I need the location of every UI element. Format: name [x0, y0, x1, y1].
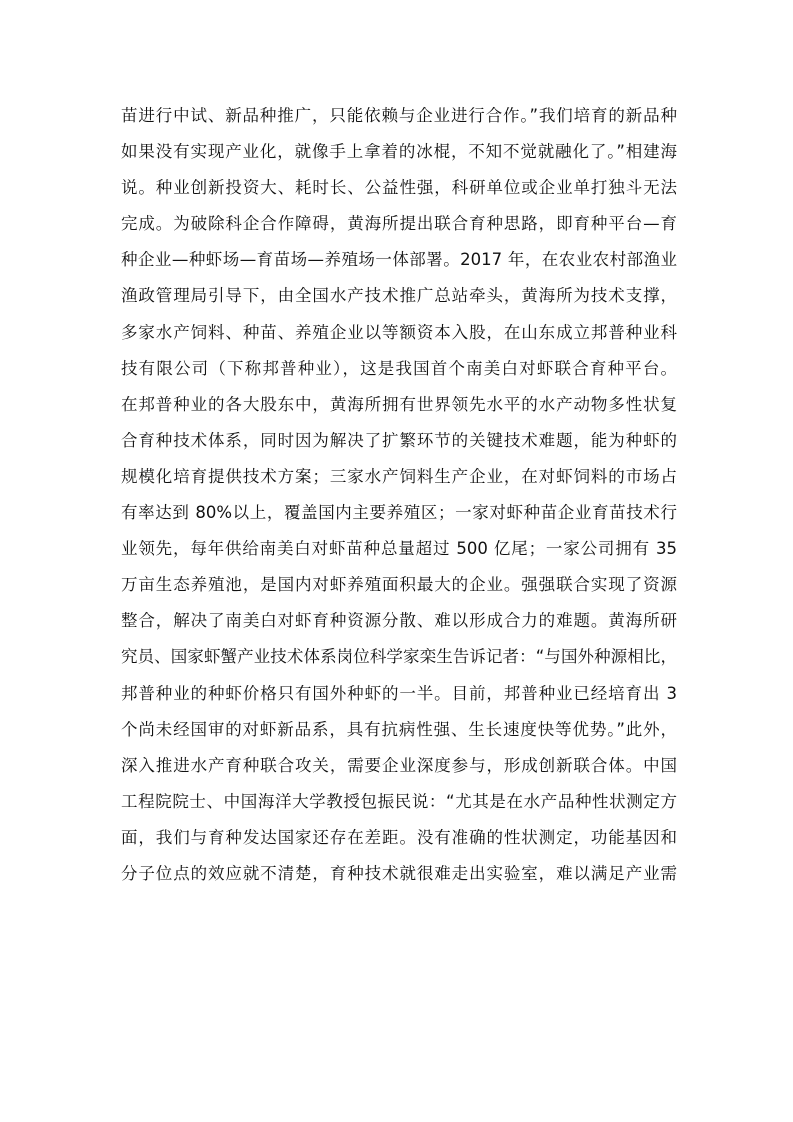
text-line: 个尚未经国审的对虾新品系，具有抗病性强、生长速度快等优势。”此外， [121, 719, 677, 739]
text-line: 邦普种业的种虾价格只有国外种虾的一半。目前，邦普种业已经培育出 3 [121, 683, 677, 703]
text-line: 技有限公司（下称邦普种业），这是我国首个南美白对虾联合育种平台。 [121, 358, 677, 378]
text-line: 说。种业创新投资大、耗时长、公益性强，科研单位或企业单打独斗无法 [121, 178, 677, 198]
text-line: 渔政管理局引导下，由全国水产技术推广总站牵头，黄海所为技术支撑， [121, 286, 677, 306]
body-text [121, 98, 677, 892]
text-line: 业领先，每年供给南美白对虾苗种总量超过 500 亿尾；一家公司拥有 35 [121, 539, 677, 559]
text-line: 在邦普种业的各大股东中，黄海所拥有世界领先水平的水产动物多性状复 [121, 394, 677, 414]
text-line: 合育种技术体系，同时因为解决了扩繁环节的关键技术难题，能为种虾的 [121, 430, 677, 450]
text-line: 究员、国家虾蟹产业技术体系岗位科学家栾生告诉记者：“与国外种源相比， [121, 647, 677, 667]
text-line: 种企业—种虾场—育苗场—养殖场一体部署。2017 年，在农业农村部渔业 [121, 250, 677, 270]
text-line: 完成。为破除科企合作障碍，黄海所提出联合育种思路，即育种平台—育 [121, 214, 677, 234]
text-line: 整合，解决了南美白对虾育种资源分散、难以形成合力的难题。黄海所研 [121, 611, 677, 631]
text-line: 面，我们与育种发达国家还存在差距。没有准确的性状测定，功能基因和 [121, 827, 677, 847]
text-line: 苗进行中试、新品种推广，只能依赖与企业进行合作。”我们培育的新品种 [121, 106, 677, 125]
text-line: 多家水产饲料、种苗、养殖企业以等额资本入股，在山东成立邦普种业科 [121, 322, 677, 342]
text-line: 万亩生态养殖池，是国内对虾养殖面积最大的企业。强强联合实现了资源 [121, 575, 677, 595]
text-line: 有率达到 80%以上，覆盖国内主要养殖区；一家对虾种苗企业育苗技术行 [121, 503, 677, 523]
text-line: 深入推进水产育种联合攻关，需要企业深度参与，形成创新联合体。中国 [121, 755, 677, 775]
text-line: 分子位点的效应就不清楚，育种技术就很难走出实验室，难以满足产业需 [121, 863, 677, 883]
text-line: 如果没有实现产业化，就像手上拿着的冰棍，不知不觉就融化了。”相建海 [121, 142, 677, 162]
text-line: 工程院院士、中国海洋大学教授包振民说：“尤其是在水产品种性状测定方 [121, 791, 677, 811]
text-line: 规模化培育提供技术方案；三家水产饲料生产企业，在对虾饲料的市场占 [121, 466, 677, 486]
